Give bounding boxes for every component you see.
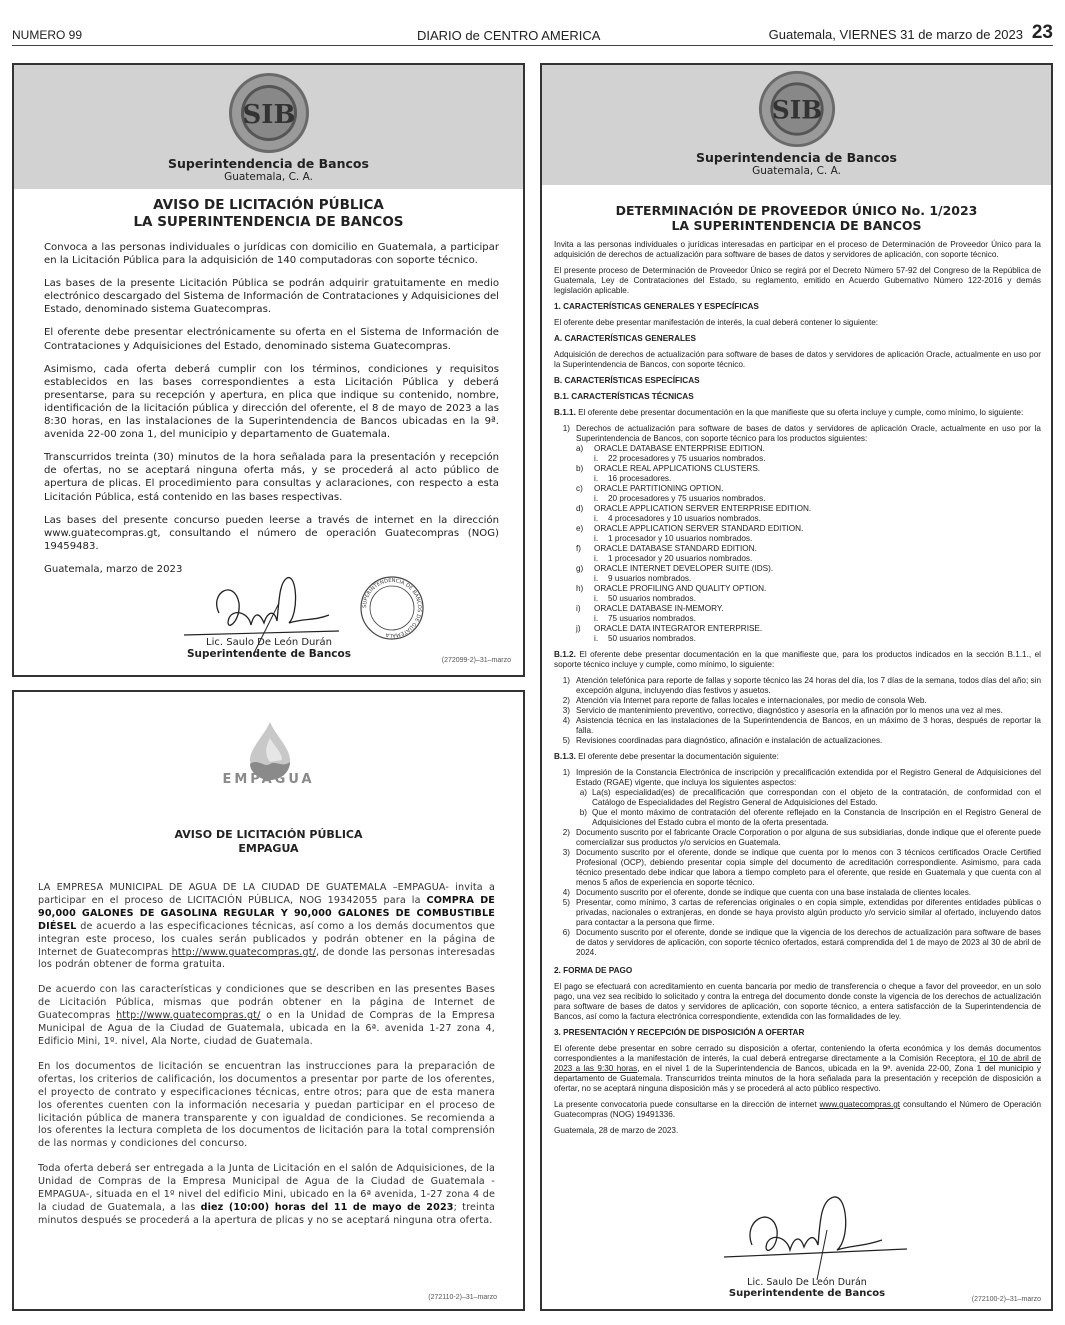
sub-letter: a) xyxy=(579,788,587,797)
list-item xyxy=(554,696,1041,706)
product-detail-text: 50 usuarios nombrados. xyxy=(608,594,696,603)
paragraph xyxy=(554,408,1041,418)
product-detail xyxy=(594,554,1041,564)
product-item xyxy=(576,584,1041,594)
sub-text: La(s) especialidad(es) de precalificación que correspondan con el objeto de la contratación, de conformidad con el Catálogo de Especialidades del Registro General de Adquisiciones del Estado. xyxy=(592,788,1041,807)
paragraph xyxy=(554,1100,1041,1120)
org-name: Superintendencia de Bancos xyxy=(168,156,369,171)
notice-subtitle: LA SUPERINTENDENCIA DE BANCOS xyxy=(671,218,922,233)
product-name: ORACLE INTERNET DEVELOPER SUITE (IDS). xyxy=(594,564,774,573)
text: El oferente debe presentar en sobre cerrado su disposición a ofertar, conteniendo la oferta económica y los demás documentos correspondientes a la manifestación de interés, la cual deberá entregarse directamente a la Comisión Receptora, xyxy=(554,1044,1041,1063)
product-item xyxy=(576,604,1041,614)
product-letter: b) xyxy=(576,464,584,473)
product-detail-text: 9 usuarios nombrados. xyxy=(608,574,692,583)
clause-label: B.1.3. xyxy=(554,752,576,761)
notice-subtitle: EMPAGUA xyxy=(238,842,299,855)
text: La presente convocatoria puede consultarse en la dirección de internet xyxy=(554,1100,820,1109)
item-number: 1) xyxy=(562,768,570,777)
item-number: 3) xyxy=(562,848,570,857)
sub-item xyxy=(576,788,1041,808)
product-name: ORACLE REAL APPLICATIONS CLUSTERS. xyxy=(594,464,761,473)
product-detail xyxy=(594,474,1041,484)
item-text: Documento suscrito por el fabricante Oracle Corporation o por alguna de sus subsidiarias, donde indique que el oferente puede comercializar sus productos y/o servicios en Guatemala. xyxy=(576,828,1041,847)
product-name: ORACLE PROFILING AND QUALITY OPTION. xyxy=(594,584,767,593)
item-text: Presentar, como mínimo, 3 cartas de referencias originales o en copia simple, extendidas por diferentes entidades públicas o privadas, nacionales o extranjeras, en donde se haya provisto algún producto y/o servicio similar al ofertado, incluyendo datos para contactar a la persona que firme. xyxy=(576,898,1041,927)
product-detail-text: 20 procesadores y 75 usuarios nombrados. xyxy=(608,494,766,503)
product-detail-text: 16 procesadores. xyxy=(608,474,672,483)
signature-icon xyxy=(722,1195,912,1280)
product-name: ORACLE DATA INTEGRATOR ENTERPRISE. xyxy=(594,624,763,633)
svg-text:SUPERINTENDENCIA DE BANCOS DE xyxy=(362,578,422,638)
bold-text: COMPRA DE 90,000 GALONES DE GASOLINA REGULAR Y 90,000 GALONES DE COMBUSTIBLE DIÉSEL xyxy=(38,894,496,932)
roman-numeral: i. xyxy=(594,594,599,603)
list-item xyxy=(554,424,1041,444)
roman-numeral: i. xyxy=(594,574,599,583)
product-detail xyxy=(594,514,1041,524)
text: El oferente debe presentar la documentación siguiente: xyxy=(575,752,779,761)
paragraph xyxy=(554,752,1041,762)
text: , de donde las personas interesadas los podrán obtener de forma gratuita. xyxy=(38,946,495,971)
roman-numeral: i. xyxy=(594,634,599,643)
product-letter: e) xyxy=(576,524,584,533)
support-requirements-list xyxy=(554,676,1041,746)
item-number: 2) xyxy=(562,828,570,837)
page-number: 23 xyxy=(1031,22,1053,43)
item-text: Documento suscrito por el oferente, donde se indique que la vigencia de los derechos de actualización para software de bases de datos y servidores de aplicación, con soporte técnico ofertados, estará comprendida del 1 de mayo de 2023 al 30 de abril de 2024. xyxy=(576,928,1041,957)
list-item xyxy=(554,848,1041,888)
paragraph: Las bases del presente concurso pueden leerse a través de internet en la dirección www.guatecompras.gt, consultando el número de operación Guatecompras (NOG) 19459483. xyxy=(44,514,499,552)
item-number: 1) xyxy=(562,676,570,685)
guatecompras-link[interactable]: www.guatecompras.gt xyxy=(819,1100,901,1109)
product-detail xyxy=(594,454,1041,464)
sib-seal-logo-icon xyxy=(228,72,310,154)
section-heading: B.1. CARACTERÍSTICAS TÉCNICAS xyxy=(554,392,694,401)
product-letter: a) xyxy=(576,444,584,453)
product-letter: i) xyxy=(576,604,581,613)
product-name: ORACLE APPLICATION SERVER ENTERPRISE EDITION. xyxy=(594,504,812,513)
text: de acuerdo a las especificaciones técnicas, así como a los demás documentos que integran este proceso, los cuales serán publicados y podrán obtener en la página de Internet de Guatecompras xyxy=(38,920,495,958)
signer-title: Superintendente de Bancos xyxy=(187,648,351,660)
item-text: Atención vía Internet para reporte de fallas locales e internacionales, por medio de consola Web. xyxy=(576,696,927,705)
official-stamp-icon xyxy=(359,575,425,641)
org-location: Guatemala, C. A. xyxy=(752,165,841,177)
publication-ref: (272099-2)–31–marzo xyxy=(441,657,511,664)
text: , en el nivel 1 de la Superintendencia de Bancos, ubicada en la 9ª. avenida 22-00, Zona 1 del municipio y departamento de Guatemala. Transcurridos treinta minutos de la hora señalada para la presentación y recepción de disposición a ofertar, no se aceptará ninguna disposición más y se procederá al acto público respectivo. xyxy=(554,1064,1041,1093)
product-letter: d) xyxy=(576,504,584,513)
notice-title: AVISO DE LICITACIÓN PÚBLICA xyxy=(153,197,384,213)
intro-paragraph: El presente proceso de Determinación de Proveedor Único se regirá por el Decreto Número 57-92 del Congreso de la República de Guatemala, Ley de Contrataciones del Estado, su reglamento, emitido en Acuerdo Gubernativo Número 122-2016 y demás legislación aplicable. xyxy=(554,266,1041,295)
sub-letter: b) xyxy=(579,808,587,817)
bold-text: diez (10:00) horas del 11 de mayo de 2023 xyxy=(200,1201,454,1213)
product-name: ORACLE DATABASE STANDARD EDITION. xyxy=(594,544,757,553)
list-item xyxy=(554,768,1041,788)
place-date: Guatemala, marzo de 2023 xyxy=(44,563,183,575)
stamp-text: SUPERINTENDENCIA DE BANCOS DE GUATEMALA xyxy=(361,577,423,639)
sib-logo-text: SIB xyxy=(771,95,822,125)
product-detail-text: 75 usuarios nombrados. xyxy=(608,614,696,623)
product-item xyxy=(576,624,1041,634)
text: consultando el Número de Operación Guatecompras (NOG) 19491336. xyxy=(554,1100,1041,1119)
paragraph: Asimismo, cada oferta deberá cumplir con los términos, condiciones y requisitos establecidos en las bases correspondientes a esta Licitación Pública y deberá presentarse, para su recepción y apertura, en plica que indique su contenido, nombre, identificación de la licitación pública y dirección del oferente, el 8 de mayo de 2023 a las 8:30 horas, en las instalaciones de la Superintendencia de Bancos ubicadas en la 9ª. avenida 22-00 zona 1, del municipio y departamento de Guatemala. xyxy=(44,363,499,441)
paragraph: Las bases de la presente Licitación Pública se podrán adquirir gratuitamente en medio electrónico descargado del Sistema de Información de Contrataciones y Adquisiciones del Estado, denominado sistema Guatecompras. xyxy=(44,278,499,316)
oracle-products xyxy=(554,444,1041,644)
section-heading: 3. PRESENTACIÓN Y RECEPCIÓN DE DISPOSICIÓN A OFERTAR xyxy=(554,1028,805,1037)
item-number: 5) xyxy=(562,736,570,745)
item-text: Documento suscrito por el oferente, donde se indique que cuenta con una base instalada de clientes locales. xyxy=(576,888,972,897)
product-detail xyxy=(594,634,1041,644)
place-date: Guatemala, 28 de marzo de 2023. xyxy=(554,1126,679,1135)
sub-item xyxy=(576,808,1041,828)
product-detail xyxy=(594,594,1041,604)
roman-numeral: i. xyxy=(594,534,599,543)
deadline-text: el 10 de abril de 2023 a las 9:30 horas xyxy=(554,1054,1041,1073)
publication-ref: (272110-2)–31–marzo xyxy=(428,1294,497,1301)
product-letter: c) xyxy=(576,484,583,493)
item-number: 6) xyxy=(562,928,570,937)
text: El oferente debe presentar documentación en la que manifieste que, para los productos indicados en la sección B.1.1., el soporte técnico incluye y cumple, como mínimo, lo siguiente: xyxy=(554,650,1041,669)
text: Toda oferta deberá ser entregada a la Junta de Licitación en el salón de Adquisiciones, de la Unidad de Compras de la Empresa Municipal de Agua de la Ciudad de Guatemala -EMPAGUA-, situada en el 1º nivel del edificio Mini, ubicado en la 6ª avenida, 1-27 zona 4 de la ciudad de Guatemala, a las xyxy=(38,1163,495,1213)
paragraph xyxy=(38,984,495,1049)
item-text: Derechos de actualización para software de bases de datos y servidores de aplicación Oracle, actualmente en uso por la Superintendencia de Bancos, con soporte técnico para los productos siguientes: xyxy=(576,424,1041,443)
org-name: Superintendencia de Bancos xyxy=(696,150,897,165)
paragraph: El oferente debe presentar manifestación de interés, la cual deberá contener lo siguiente: xyxy=(554,318,879,327)
more-items xyxy=(554,828,1041,958)
text: ; treinta minutos después se procederá a la apertura de plicas y no se aceptará ninguna otra oferta. xyxy=(38,1201,495,1226)
item-number: 4) xyxy=(562,716,570,725)
item-text: Servicio de mantenimiento preventivo, correctivo, diagnóstico y asesoría en la afinación por lo menos una vez al mes. xyxy=(576,706,1003,715)
roman-numeral: i. xyxy=(594,494,599,503)
product-list xyxy=(554,424,1041,644)
list-item xyxy=(554,828,1041,848)
notice-sib-proveedor-unico xyxy=(540,63,1053,1311)
paragraph: El oferente debe presentar electrónicamente su oferta en el Sistema de Información de Contrataciones y Adquisiciones del Estado, denominado sistema Guatecompras. xyxy=(44,327,499,352)
clause-label: B.1.1. xyxy=(554,408,576,417)
product-item xyxy=(576,444,1041,454)
item-text: Revisiones coordinadas para diagnóstico, afinación e instalación de actualizaciones. xyxy=(576,736,883,745)
guatecompras-link[interactable]: http://www.guatecompras.gt/ xyxy=(116,1010,261,1022)
text: o en la Unidad de Compras de la Empresa Municipal de Agua de la Ciudad de Guatemala, ubicada en la 6ª. avenida 1-27 zona 4, Edificio Mini, 1º. nivel, Ala Norte, ciudad de Guatemala. xyxy=(38,1010,495,1047)
sub-text: Que el monto máximo de contratación del oferente reflejado en la Constancia de Inscripción en el Registro General de Adquisiciones del Estado cubra el monto de la oferta presentada. xyxy=(592,808,1041,827)
product-name: ORACLE DATABASE ENTERPRISE EDITION. xyxy=(594,444,765,453)
product-letter: j) xyxy=(576,624,581,633)
signer-title: Superintendente de Bancos xyxy=(728,1288,886,1299)
org-location: Guatemala, C. A. xyxy=(224,171,313,183)
list-item xyxy=(554,676,1041,696)
paragraph: El pago se efectuará con acreditamiento en cuenta bancaria por medio de transferencia o cheque a favor del proveedor, en un solo pago, una vez sea recibido lo solicitado y contra la entrega del documento donde conste la vigencia de los derechos de actualización para software de bases de datos y servidores de aplicación, con soporte técnico, a entera satisfacción de la Superintendencia de Bancos, así como la factura electrónica correspondiente, extendida con las formalidades de ley. xyxy=(554,982,1041,1021)
item-number: 2) xyxy=(562,696,570,705)
paragraph xyxy=(554,650,1041,670)
product-detail-text: 1 procesador y 20 usuarios nombrados. xyxy=(608,554,753,563)
notice-title: DETERMINACIÓN DE PROVEEDOR ÚNICO No. 1/2023 xyxy=(615,203,978,218)
newspaper-name: DIARIO de CENTRO AMERICA xyxy=(417,28,601,43)
signer-name: Lic. Saulo De León Durán xyxy=(206,637,332,648)
empagua-logo-text: EMPAGUA xyxy=(222,772,315,787)
roman-numeral: i. xyxy=(594,614,599,623)
product-item xyxy=(576,484,1041,494)
sib-header-band xyxy=(542,65,1051,185)
clause-label: B.1.2. xyxy=(554,650,576,659)
paragraph: Adquisición de derechos de actualización para software de bases de datos y servidores de aplicación Oracle, actualmente en uso por la Superintendencia de Bancos, con soporte técnico. xyxy=(554,350,1041,369)
roman-numeral: i. xyxy=(594,474,599,483)
product-item xyxy=(576,464,1041,474)
product-letter: h) xyxy=(576,584,584,593)
product-letter: f) xyxy=(576,544,582,553)
product-name: ORACLE APPLICATION SERVER STANDARD EDITION. xyxy=(594,524,804,533)
notice-subtitle: LA SUPERINTENDENCIA DE BANCOS xyxy=(133,214,404,230)
item-text: Atención telefónica para reporte de fallas y soporte técnico las 24 horas del día, los 7 días de la semana, todos días del año; sin excepción alguna, incluyendo días festivos y asuetos. xyxy=(576,676,1041,695)
paragraph xyxy=(554,1044,1041,1094)
item-text: Asistencia técnica en las instalaciones de la Superintendencia de Bancos, en un máximo de 3 horas, después de reportar la falla. xyxy=(576,716,1041,735)
product-detail xyxy=(594,534,1041,544)
sib-seal-logo-icon xyxy=(758,70,836,148)
sib-logo-text: SIB xyxy=(242,100,295,130)
list-item xyxy=(554,888,1041,898)
product-detail xyxy=(594,614,1041,624)
signer-name: Lic. Saulo De León Durán xyxy=(747,1277,867,1288)
section-heading: B. CARACTERÍSTICAS ESPECÍFICAS xyxy=(554,376,700,385)
product-detail-text: 50 usuarios nombrados. xyxy=(608,634,696,643)
roman-numeral: i. xyxy=(594,554,599,563)
signer-block xyxy=(164,637,374,660)
product-name: ORACLE DATABASE IN-MEMORY. xyxy=(594,604,724,613)
publication-date: Guatemala, VIERNES 31 de marzo de 2023 xyxy=(768,27,1023,42)
sub-items xyxy=(554,788,1041,828)
text: De acuerdo con las características y condiciones que se describen en las presentes Bases de Licitación Pública, mismas que podrán obtener en la página de Internet de Guatecompras xyxy=(38,984,495,1022)
item-number: 3) xyxy=(562,706,570,715)
publication-ref: (272100-2)–31–marzo xyxy=(971,1296,1041,1303)
paragraph xyxy=(38,1163,495,1228)
text: El oferente debe presentar documentación en la que manifieste que su oferta incluye y cumple, como mínimo, lo siguiente: xyxy=(575,408,1024,417)
item-number: 1) xyxy=(562,424,570,433)
section-heading: 1. CARACTERÍSTICAS GENERALES Y ESPECÍFICAS xyxy=(554,302,759,311)
product-detail-text: 4 procesadores y 10 usuarios nombrados. xyxy=(608,514,761,523)
notice-title: AVISO DE LICITACIÓN PÚBLICA xyxy=(174,828,363,841)
product-item xyxy=(576,524,1041,534)
paragraph: Transcurridos treinta (30) minutos de la hora señalada para la presentación y recepción de ofertas, no se aceptará ninguna oferta más, y se procederá al acto público de apertura de plicas. El procedimiento para consultas y aclaraciones, con respecto a esta Licitación Pública, está contenido en las bases respectivas. xyxy=(44,452,499,503)
item-text: Documento suscrito por el oferente, donde se indique que cuenta por lo menos con 3 técnicos certificados Oracle Certified Profesional (OCP), debiendo presentar copia simple del documento de acreditación correspondiente. Asimismo, para cada técnico presentado debe indicar que labora a tiempo completo para el oferente, que reside en Guatemala y que cuenta con al menos 5 años de experiencia en soporte técnico. xyxy=(576,848,1041,887)
list-item xyxy=(554,898,1041,928)
list-item xyxy=(554,928,1041,958)
product-detail-text: 22 procesadores y 75 usuarios nombrados. xyxy=(608,454,766,463)
signer-block xyxy=(702,1277,912,1299)
issue-number: NUMERO 99 xyxy=(12,28,83,42)
guatecompras-link[interactable]: http://www.guatecompras.gt/ xyxy=(171,946,316,958)
roman-numeral: i. xyxy=(594,514,599,523)
text: LA EMPRESA MUNICIPAL DE AGUA DE LA CIUDAD DE GUATEMALA –EMPAGUA- invita a participar en el proceso de LICITACIÓN PÚBLICA, NOG 19342055 para la xyxy=(38,882,495,906)
product-item xyxy=(576,504,1041,514)
list-item xyxy=(554,716,1041,736)
item-number: 5) xyxy=(562,898,570,907)
product-detail xyxy=(594,574,1041,584)
notice-empagua xyxy=(12,690,525,1311)
product-detail-text: 1 procesador y 10 usuarios nombrados. xyxy=(608,534,753,543)
list-item xyxy=(554,706,1041,716)
notice-sib-licitacion xyxy=(12,63,525,677)
item-number: 4) xyxy=(562,888,570,897)
item-text: Impresión de la Constancia Electrónica de inscripción y precalificación extendida por el Registro General de Adquisiciones del Estado (RGAE) vigente, que incluya los siguientes aspectos: xyxy=(576,768,1041,787)
section-heading: A. CARACTERÍSTICAS GENERALES xyxy=(554,334,696,343)
product-detail xyxy=(594,494,1041,504)
product-letter: g) xyxy=(576,564,584,573)
roman-numeral: i. xyxy=(594,454,599,463)
product-item xyxy=(576,564,1041,574)
product-name: ORACLE PARTITIONING OPTION. xyxy=(594,484,724,493)
paragraph: En los documentos de licitación se encuentran las instrucciones para la preparación de ofertas, los criterios de calificación, los documentos a presentar por parte de los oferentes, el proyecto de contrato y especificaciones técnicas, entre otros; para que de esta manera los oferentes cuenten con la información necesaria y puedan participar en el proceso de licitación pública de manera transparente y con igualdad de condiciones. Se recomienda a los oferentes la lectura completa de los documentos de licitación para la total comprensión de las normas y condiciones del concurso. xyxy=(38,1060,495,1150)
list-item xyxy=(554,736,1041,746)
paragraph: Convoca a las personas individuales o jurídicas con domicilio en Guatemala, a participar en la Licitación Pública para la adquisición de 140 computadoras con soporte técnico. xyxy=(44,242,499,267)
paragraph xyxy=(38,882,495,972)
documentation-list xyxy=(554,768,1041,958)
newspaper-header xyxy=(12,24,1053,46)
sib-header-band xyxy=(14,65,523,189)
section-heading: 2. FORMA DE PAGO xyxy=(554,966,633,975)
intro-paragraph: Invita a las personas individuales o jurídicas interesadas en participar en el proceso de Determinación de Proveedor Único para la adquisición de derechos de actualización para software de bases de datos y servidores de aplicación, con soporte técnico. xyxy=(554,240,1041,259)
product-item xyxy=(576,544,1041,554)
